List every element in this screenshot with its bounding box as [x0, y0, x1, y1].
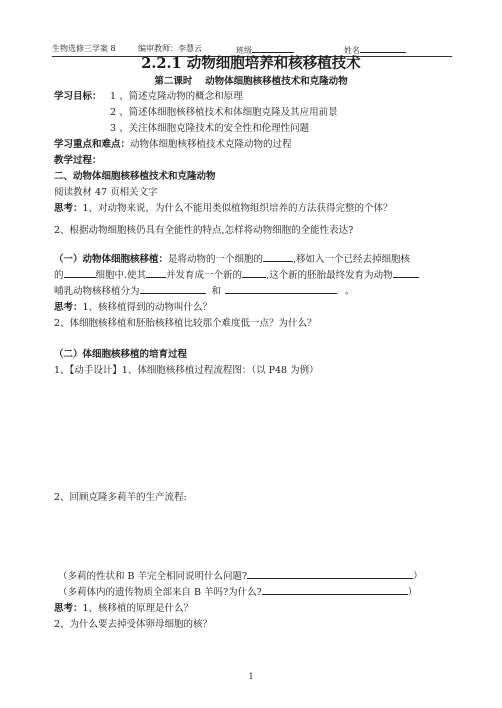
think2-q2: 2、体细胞核移植和胚胎核移植比较那个难度低一点？为什么？ — [54, 318, 317, 329]
think1 — [54, 200, 393, 214]
blank-answer-a — [247, 569, 413, 579]
goal-2: 2 、简述体细胞核移植技术和体细胞克隆及其应用前景 — [110, 107, 338, 118]
page-number: 1 — [248, 672, 254, 681]
think3-q1-line: 思考：1、核移植的原理是什么？ — [54, 603, 194, 614]
blank-nucleus — [263, 252, 293, 262]
think2-q1-line: 思考：1、核移植得到的动物叫什么？ — [54, 302, 213, 313]
keypoints-text: 动物体细胞核移植技术克隆动物的过程 — [130, 139, 292, 150]
question-b: （多莉体内的遗传物质全部来自 B 羊吗?为什么? ） — [58, 587, 418, 598]
keypoints-label: 学习重点和难点： — [54, 139, 131, 150]
section2-title: 二、动物体细胞核移植技术和克隆动物 — [54, 171, 216, 182]
goals-label: 学习目标： — [54, 91, 102, 102]
sub1-line1: （一）动物体细胞核移植：是将动物的一个细胞的 ,移如入一个已经去掉细胞核 — [54, 254, 411, 265]
goal-3: 3 、关注体细胞克隆技术的安全性和伦理性问题 — [110, 123, 310, 134]
sub2-item2: 2、回顾克隆多莉羊的生产流程: — [54, 492, 187, 503]
page-subtitle: 第二课时 动物体细胞核移植技术和克隆动物 — [154, 76, 348, 87]
think1-label: 思考： — [54, 203, 83, 214]
blank-embryo — [242, 268, 266, 278]
blank-recombine — [146, 268, 166, 278]
header-course: 生物选修三学案 8 — [52, 44, 116, 53]
keypoints — [54, 136, 292, 150]
sub1-line2: 的 细胞中.使其 并发育成一个新的 ,这个新的胚胎最终发育为动物 — [54, 267, 419, 281]
sub2-item1: 1、【动手设计】1、体细胞核移植过程流程图：（以 P48 为例） — [54, 365, 319, 376]
think3-label: 思考： — [54, 603, 83, 614]
think2-label: 思考： — [54, 302, 83, 313]
read-text: 阅读教材 47 页相关文字 — [54, 187, 158, 198]
process-label: 教学过程： — [54, 155, 102, 166]
sub2-title: （二）体细胞核移植的培育过程 — [54, 349, 188, 360]
goal-1: 1 、简述克隆动物的概念和原理 — [110, 91, 243, 102]
blank-individual — [393, 268, 419, 278]
blank-cell — [64, 268, 96, 278]
question-a: （多莉的性状和 B 羊完全相同说明什么问题? ） — [58, 571, 423, 582]
header-class-label: 班级 — [236, 46, 252, 55]
sub1-line3: 哺乳动物核移植分为 和 。 — [54, 286, 355, 297]
question-2: 2、根据动物细胞核仍具有全能性的特点,怎样将动物细胞的全能性表达? — [54, 225, 354, 236]
blank-type2 — [225, 284, 337, 294]
blank-answer-b — [262, 585, 408, 595]
header-name-label: 姓名 — [344, 46, 360, 55]
think1-text: 1、对动物来说，为什么不能用类似植物组织培养的方法获得完整的个体？ — [82, 203, 393, 214]
header-teacher: 编审教师：李慧云 — [138, 44, 202, 53]
blank-type1 — [140, 284, 206, 294]
think3-q2: 2、为什么要去掉受体卵母细胞的核？ — [54, 619, 213, 630]
sub1-title: （一）动物体细胞核移植： — [54, 254, 169, 265]
page-title: 2.2.1 动物细胞培养和核移植技术 — [141, 55, 361, 72]
